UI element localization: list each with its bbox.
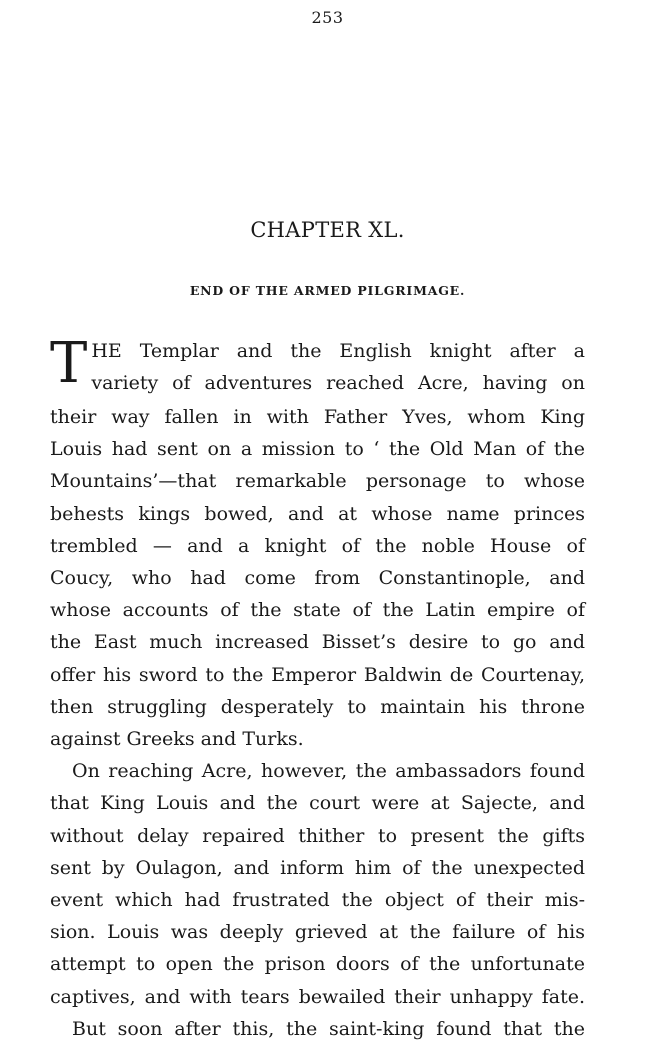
text-line: But soon after this, the saint-king found that the	[72, 1017, 585, 1040]
text-line: HE Templar and the English knight after a	[91, 340, 585, 362]
text-line: against Greeks and Turks.	[50, 728, 304, 751]
text-line: Coucy, who had come from Constantinople, and	[50, 567, 585, 590]
text-line: without delay repaired thither to present the gifts	[50, 824, 585, 847]
text-line: trembled — and a knight of the noble House of	[50, 534, 585, 557]
text-line: behests kings bowed, and at whose name princes	[50, 502, 585, 525]
paragraph-1	[50, 331, 585, 755]
body-text	[50, 331, 585, 1045]
text-line: offer his sword to the Emperor Baldwin de Courtenay,	[50, 663, 585, 686]
text-line: Louis had sent on a mission to ‘ the Old Man of the	[50, 438, 585, 461]
text-line: variety of adventures reached Acre, having on	[91, 372, 585, 395]
text-line: attempt to open the prison doors of the unfortunate	[50, 953, 585, 976]
drop-cap: T	[50, 331, 88, 396]
text-line: Mountains’—that remarkable personage to whose	[50, 470, 585, 493]
text-line: sion. Louis was deeply grieved at the failure of his	[50, 921, 585, 944]
text-line: that King Louis and the court were at Sajecte, and	[50, 792, 585, 815]
text-line: captives, and with tears bewailed their unhappy fate.	[50, 985, 585, 1008]
page-number: 253	[311, 8, 344, 27]
text-line: their way fallen in with Father Yves, whom King	[50, 406, 585, 428]
text-line: On reaching Acre, however, the ambassadors found	[72, 760, 585, 783]
text-line: whose accounts of the state of the Latin empire of	[50, 599, 585, 622]
text-line: then struggling desperately to maintain his throne	[50, 695, 585, 718]
chapter-title: CHAPTER XL.	[250, 218, 405, 242]
paragraph-3	[50, 1013, 585, 1045]
chapter-subtitle: END OF THE ARMED PILGRIMAGE.	[189, 283, 466, 298]
text-line: event which had frustrated the object of their mis-	[50, 889, 585, 912]
paragraph-2	[50, 755, 585, 1013]
text-line: the East much increased Bisset’s desire to go and	[50, 631, 585, 654]
text-line: sent by Oulagon, and inform him of the unexpected	[50, 856, 585, 879]
